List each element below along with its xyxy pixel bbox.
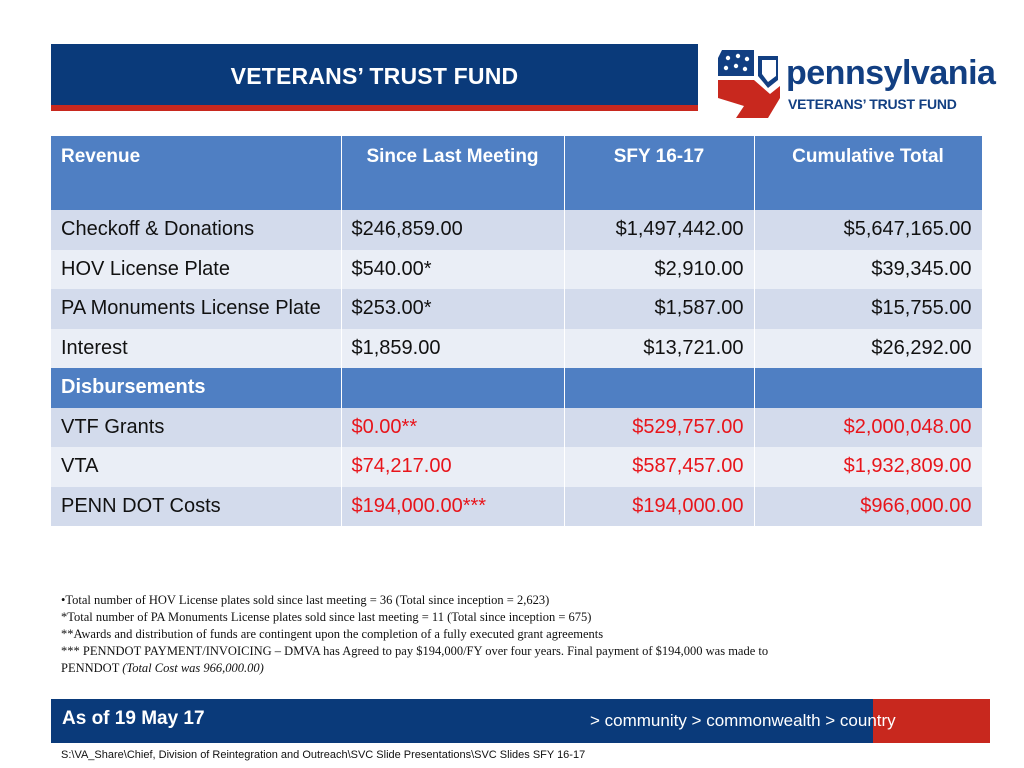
row-label: VTA <box>51 447 341 487</box>
column-header-sfy: SFY 16-17 <box>564 136 754 210</box>
total-value: $15,755.00 <box>754 289 982 329</box>
tagline-country: country <box>835 711 896 730</box>
table-row <box>51 329 982 369</box>
total-value: $5,647,165.00 <box>754 210 982 250</box>
table-row <box>51 210 982 250</box>
table-row <box>51 250 982 290</box>
total-value: $2,000,048.00 <box>754 408 982 448</box>
column-header-revenue: Revenue <box>51 136 341 210</box>
total-value: $966,000.00 <box>754 487 982 527</box>
total-value: $1,932,809.00 <box>754 447 982 487</box>
sfy-value: $1,497,442.00 <box>564 210 754 250</box>
since-value: $253.00* <box>341 289 564 329</box>
section-empty-cell <box>754 368 982 408</box>
sfy-value: $13,721.00 <box>564 329 754 369</box>
since-value: $0.00** <box>341 408 564 448</box>
file-path: S:\VA_Share\Chief, Division of Reintegration and Outreach\SVC Slide Presentations\SVC Slides SFY 16-17 <box>61 749 586 761</box>
row-label: PA Monuments License Plate <box>51 289 341 329</box>
table-header-row <box>51 136 982 210</box>
title-bar <box>51 44 698 105</box>
row-label: Checkoff & Donations <box>51 210 341 250</box>
row-label: VTF Grants <box>51 408 341 448</box>
footnote-penndot: *** PENNDOT PAYMENT/INVOICING – DMVA has Agreed to pay $194,000/FY over four years. Final payment of $194,000 was made to <box>61 644 769 658</box>
sfy-value: $529,757.00 <box>564 408 754 448</box>
section-label-disbursements: Disbursements <box>51 368 341 408</box>
since-value: $74,217.00 <box>341 447 564 487</box>
table-row <box>51 408 982 448</box>
since-value: $540.00* <box>341 250 564 290</box>
row-label: HOV License Plate <box>51 250 341 290</box>
as-of-date: As of 19 May 17 <box>62 708 205 729</box>
section-empty-cell <box>341 368 564 408</box>
since-value: $194,000.00*** <box>341 487 564 527</box>
row-label: Interest <box>51 329 341 369</box>
since-value: $246,859.00 <box>341 210 564 250</box>
column-header-since-last-meeting: Since Last Meeting <box>341 136 564 210</box>
footnote-awards: **Awards and distribution of funds are contingent upon the completion of a fully executed grant agreements <box>61 627 604 641</box>
footnote-total-cost: (Total Cost was 966,000.00) <box>122 661 264 675</box>
footnotes <box>61 592 941 677</box>
footnote-hov: •Total number of HOV License plates sold since last meeting = 36 (Total since inception = 2,623) <box>61 593 550 607</box>
revenue-table <box>51 136 983 526</box>
total-value: $26,292.00 <box>754 329 982 369</box>
footnote-penndot-cont <box>61 660 941 677</box>
page-title: VETERANS’ TRUST FUND <box>230 63 519 89</box>
logo-wordmark: pennsylvania <box>786 54 996 92</box>
column-header-cumulative-total: Cumulative Total <box>754 136 982 210</box>
keystone-flag-icon <box>714 46 784 122</box>
row-label: PENN DOT Costs <box>51 487 341 527</box>
footnote-pa-monuments: *Total number of PA Monuments License plates sold since last meeting = 11 (Total since inception = 675) <box>61 610 592 624</box>
total-value: $39,345.00 <box>754 250 982 290</box>
table-row <box>51 289 982 329</box>
table-row <box>51 487 982 527</box>
sfy-value: $194,000.00 <box>564 487 754 527</box>
section-header-row <box>51 368 982 408</box>
tagline-main: > community > commonwealth > <box>590 711 836 730</box>
sfy-value: $587,457.00 <box>564 447 754 487</box>
section-empty-cell <box>564 368 754 408</box>
sfy-value: $1,587.00 <box>564 289 754 329</box>
table-row <box>51 447 982 487</box>
footer-tagline <box>590 711 896 731</box>
logo-subtitle: VETERANS’ TRUST FUND <box>788 96 957 112</box>
since-value: $1,859.00 <box>341 329 564 369</box>
footnote-penndot-label: PENNDOT <box>61 661 123 675</box>
sfy-value: $2,910.00 <box>564 250 754 290</box>
title-accent-stripe <box>51 105 698 111</box>
pennsylvania-logo <box>714 46 996 122</box>
